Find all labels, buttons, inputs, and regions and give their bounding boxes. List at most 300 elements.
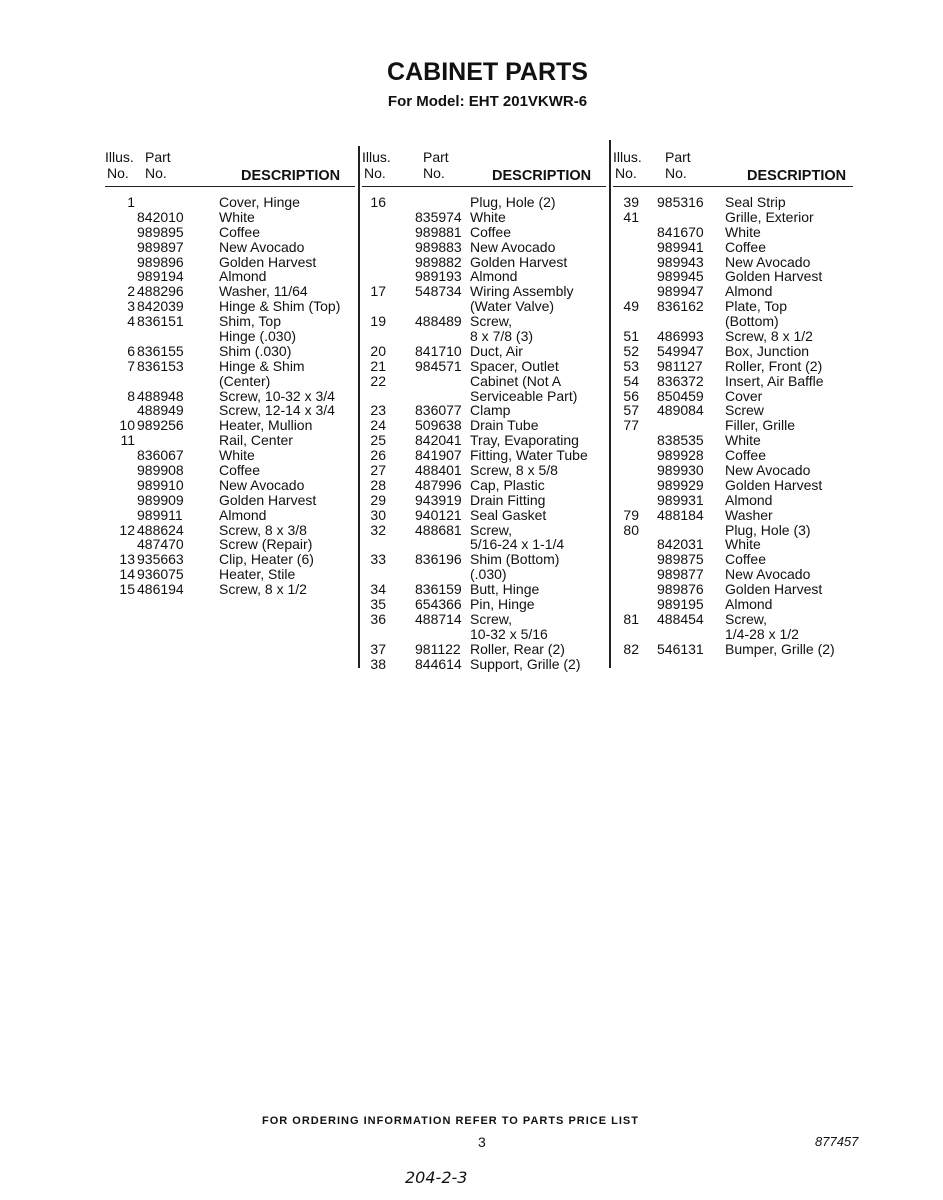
table-row <box>362 359 606 374</box>
illus-number: 23 <box>370 402 386 419</box>
part-description: Bumper, Grille (2) <box>725 640 835 657</box>
table-row <box>613 627 853 642</box>
part-description: 10-32 x 5/16 <box>470 625 548 642</box>
illus-number: 49 <box>623 298 639 315</box>
table-row <box>362 255 606 270</box>
illus-number: 33 <box>370 551 386 568</box>
table-row <box>362 448 606 463</box>
illus-number: 29 <box>370 491 386 508</box>
illus-number: 35 <box>370 596 386 613</box>
part-description: Almond <box>470 268 518 285</box>
part-number: 488681 <box>415 521 462 538</box>
table-row <box>105 284 355 299</box>
column-divider <box>358 146 360 668</box>
part-number: 989882 <box>415 253 462 270</box>
part-description: White <box>725 536 761 553</box>
part-description: Golden Harvest <box>219 253 317 270</box>
table-row <box>613 448 853 463</box>
part-number: 546131 <box>657 640 704 657</box>
part-description: Golden Harvest <box>725 268 823 285</box>
part-description: Heater, Mullion <box>219 417 313 434</box>
illus-number: 17 <box>370 283 386 300</box>
illus-number: 25 <box>370 432 386 449</box>
table-row <box>362 403 606 418</box>
table-row <box>105 269 355 284</box>
part-number: 488949 <box>137 402 184 419</box>
table-row <box>105 433 355 448</box>
part-number: 989883 <box>415 238 462 255</box>
table-row <box>105 523 355 538</box>
part-number: 989877 <box>657 566 704 583</box>
part-description: Plate, Top <box>725 298 788 315</box>
illus-number: 32 <box>370 521 386 538</box>
page-number: 3 <box>478 1134 486 1150</box>
illus-header: Illus. <box>105 149 134 165</box>
table-row <box>362 627 606 642</box>
table-row <box>362 374 606 389</box>
part-description: Serviceable Part) <box>470 387 578 404</box>
part-description: New Avocado <box>219 476 305 493</box>
illus-number: 22 <box>370 372 386 389</box>
part-number: 836372 <box>657 372 704 389</box>
ordering-note: FOR ORDERING INFORMATION REFER TO PARTS PRICE LIST <box>262 1115 639 1127</box>
part-description: Cap, Plastic <box>470 476 545 493</box>
part-description: Washer <box>725 506 773 523</box>
column-divider <box>609 140 611 668</box>
table-row <box>105 344 355 359</box>
part-description: Butt, Hinge <box>470 581 540 598</box>
table-row <box>362 433 606 448</box>
part-description: Cover, Hinge <box>219 194 300 210</box>
illus-number: 80 <box>623 521 639 538</box>
table-row <box>613 642 853 657</box>
table-row <box>105 329 355 344</box>
part-description: Drain Fitting <box>470 491 546 508</box>
table-row <box>362 508 606 523</box>
illus-number: 1 <box>127 194 135 210</box>
part-description: New Avocado <box>470 238 556 255</box>
part-description: White <box>470 208 506 225</box>
part-number: 488489 <box>415 313 462 330</box>
illus-number: 2 <box>127 283 135 300</box>
part-description: Screw, 8 x 1/2 <box>725 328 813 345</box>
part-number: 509638 <box>415 417 462 434</box>
table-row <box>613 195 853 210</box>
part-description: Duct, Air <box>470 342 523 359</box>
part-description: 1/4-28 x 1/2 <box>725 625 799 642</box>
table-row <box>613 403 853 418</box>
table-row <box>362 329 606 344</box>
part-description: Coffee <box>219 223 260 240</box>
part-number: 488948 <box>137 387 184 404</box>
part-number: 842041 <box>415 432 462 449</box>
table-row <box>362 195 606 210</box>
part-number: 836196 <box>415 551 462 568</box>
part-number: 989876 <box>657 581 704 598</box>
part-description: White <box>725 432 761 449</box>
column-header <box>105 150 355 187</box>
part-description: Coffee <box>219 462 260 479</box>
part-number: 488624 <box>137 521 184 538</box>
part-description: Drain Tube <box>470 417 539 434</box>
table-row <box>613 537 853 552</box>
table-row <box>613 582 853 597</box>
illus-number: 54 <box>623 372 639 389</box>
illus-number: 14 <box>119 566 135 583</box>
table-row <box>362 463 606 478</box>
part-number: 835974 <box>415 208 462 225</box>
description-header: DESCRIPTION <box>492 168 592 184</box>
illus-number: 30 <box>370 506 386 523</box>
illus-number: 37 <box>370 640 386 657</box>
part-number: 989895 <box>137 223 184 240</box>
table-row <box>613 523 853 538</box>
part-number: 989193 <box>415 268 462 285</box>
illus-header: Illus. <box>613 149 642 165</box>
part-number: 989256 <box>137 417 184 434</box>
part-description: New Avocado <box>219 238 305 255</box>
part-number: 488714 <box>415 610 462 627</box>
part-description: Rail, Center <box>219 432 293 449</box>
part-description: Spacer, Outlet <box>470 357 559 374</box>
part-header: Part <box>423 149 449 165</box>
page-title: CABINET PARTS <box>387 58 588 86</box>
table-row <box>105 508 355 523</box>
part-number: 841670 <box>657 223 704 240</box>
table-row <box>105 493 355 508</box>
part-description: (Bottom) <box>725 313 779 330</box>
table-row <box>362 269 606 284</box>
table-row <box>105 225 355 240</box>
part-description: (.030) <box>470 566 507 583</box>
illus-number: 10 <box>119 417 135 434</box>
illus-header: No. <box>364 165 386 181</box>
part-number: 989908 <box>137 462 184 479</box>
part-number: 488184 <box>657 506 704 523</box>
illus-number: 11 <box>120 432 135 449</box>
illus-number: 77 <box>623 417 639 434</box>
part-description: Heater, Stile <box>219 566 296 583</box>
part-number: 836067 <box>137 447 184 464</box>
table-row <box>362 642 606 657</box>
part-description: Screw, 10-32 x 3/4 <box>219 387 335 404</box>
model-subtitle: For Model: EHT 201VKWR-6 <box>387 93 588 110</box>
part-number: 488454 <box>657 610 704 627</box>
part-description: Clip, Heater (6) <box>219 551 314 568</box>
part-number: 844614 <box>415 655 462 672</box>
table-row <box>362 284 606 299</box>
part-description: Coffee <box>725 447 766 464</box>
part-description: Screw <box>725 402 764 419</box>
table-row <box>105 374 355 389</box>
part-number: 486194 <box>137 581 184 598</box>
part-number: 989897 <box>137 238 184 255</box>
part-number: 549947 <box>657 342 704 359</box>
illus-header: No. <box>107 165 129 181</box>
illus-number: 57 <box>623 402 639 419</box>
part-number: 989194 <box>137 268 184 285</box>
illus-number: 51 <box>623 328 639 345</box>
part-description: Roller, Rear (2) <box>470 640 565 657</box>
illus-number: 12 <box>119 521 135 538</box>
table-row <box>362 537 606 552</box>
part-description: Coffee <box>725 551 766 568</box>
part-description: Tray, Evaporating <box>470 432 579 449</box>
part-number: 487470 <box>137 536 184 553</box>
part-description: Hinge (.030) <box>219 328 297 345</box>
table-row <box>613 299 853 314</box>
table-row <box>613 478 853 493</box>
part-description: Almond <box>219 506 267 523</box>
table-row <box>613 463 853 478</box>
part-number: 989910 <box>137 476 184 493</box>
part-description: Insert, Air Baffle <box>725 372 824 389</box>
part-number: 836153 <box>137 357 184 374</box>
illus-number: 28 <box>370 476 386 493</box>
part-number: 940121 <box>415 506 462 523</box>
illus-number: 26 <box>370 447 386 464</box>
table-row <box>362 240 606 255</box>
illus-number: 24 <box>370 417 386 434</box>
part-description: Screw (Repair) <box>219 536 313 553</box>
description-header: DESCRIPTION <box>241 168 341 184</box>
table-row <box>362 523 606 538</box>
table-row <box>362 478 606 493</box>
illus-number: 6 <box>127 342 135 359</box>
description-header: DESCRIPTION <box>747 168 847 184</box>
part-number: 985316 <box>657 194 704 210</box>
part-description: Grille, Exterior <box>725 208 814 225</box>
part-description: (Center) <box>219 372 271 389</box>
illus-number: 19 <box>370 313 386 330</box>
table-row <box>362 210 606 225</box>
illus-number: 15 <box>119 581 135 598</box>
part-description: Plug, Hole (2) <box>470 194 556 210</box>
part-number: 989875 <box>657 551 704 568</box>
handwritten-note: 204-2-3 <box>405 1168 468 1187</box>
table-row <box>362 612 606 627</box>
column-header <box>362 150 606 187</box>
table-row <box>362 299 606 314</box>
part-number: 989947 <box>657 283 704 300</box>
table-row <box>362 493 606 508</box>
table-row <box>105 582 355 597</box>
part-description: Screw, 12-14 x 3/4 <box>219 402 335 419</box>
table-row <box>105 463 355 478</box>
part-number: 989881 <box>415 223 462 240</box>
part-description: Clamp <box>470 402 511 419</box>
part-number: 548734 <box>415 283 462 300</box>
illus-number: 52 <box>623 342 639 359</box>
part-number: 989930 <box>657 462 704 479</box>
table-row <box>613 612 853 627</box>
part-number: 486993 <box>657 328 704 345</box>
part-description: Golden Harvest <box>219 491 317 508</box>
parts-column-2 <box>362 150 606 672</box>
table-row <box>613 255 853 270</box>
table-row <box>105 210 355 225</box>
table-row <box>613 374 853 389</box>
part-number: 989929 <box>657 476 704 493</box>
table-row <box>105 478 355 493</box>
part-number: 943919 <box>415 491 462 508</box>
illus-number: 7 <box>127 357 135 374</box>
part-number: 836077 <box>415 402 462 419</box>
illus-number: 27 <box>370 462 386 479</box>
part-number: 836151 <box>137 313 184 330</box>
table-row <box>105 195 355 210</box>
part-description: Golden Harvest <box>725 476 823 493</box>
table-row <box>105 552 355 567</box>
illus-number: 39 <box>623 194 639 210</box>
part-description: Washer, 11/64 <box>219 283 308 300</box>
illus-number: 41 <box>623 208 639 225</box>
table-row <box>362 552 606 567</box>
part-number: 981127 <box>657 357 703 374</box>
part-description: Shim (Bottom) <box>470 551 560 568</box>
part-description: New Avocado <box>725 566 811 583</box>
part-number: 489084 <box>657 402 704 419</box>
illus-number: 20 <box>370 342 386 359</box>
part-description: Golden Harvest <box>725 581 823 598</box>
part-number: 989911 <box>137 506 183 523</box>
part-description: New Avocado <box>725 253 811 270</box>
table-row <box>613 314 853 329</box>
table-row <box>613 210 853 225</box>
table-row <box>613 269 853 284</box>
table-row <box>362 314 606 329</box>
table-row <box>105 255 355 270</box>
table-row <box>613 508 853 523</box>
illus-number: 79 <box>623 506 639 523</box>
table-row <box>105 448 355 463</box>
part-description: Screw, <box>470 610 513 627</box>
table-row <box>613 344 853 359</box>
part-description: Screw, <box>725 610 768 627</box>
table-row <box>613 359 853 374</box>
table-row <box>362 657 606 672</box>
parts-column-1 <box>105 150 355 597</box>
table-row <box>613 567 853 582</box>
part-description: Shim, Top <box>219 313 281 330</box>
part-number: 981122 <box>415 640 461 657</box>
part-number: 850459 <box>657 387 704 404</box>
illus-header: No. <box>615 165 637 181</box>
part-header: No. <box>423 165 445 181</box>
part-number: 487996 <box>415 476 462 493</box>
table-row <box>105 359 355 374</box>
table-row <box>362 418 606 433</box>
part-description: Pin, Hinge <box>470 596 535 613</box>
part-description: Plug, Hole (3) <box>725 521 811 538</box>
illus-number: 4 <box>127 313 135 330</box>
part-description: Almond <box>725 283 773 300</box>
part-header: No. <box>145 165 167 181</box>
table-row <box>613 389 853 404</box>
part-number: 989945 <box>657 268 704 285</box>
table-row <box>362 582 606 597</box>
part-number: 989928 <box>657 447 704 464</box>
illus-number: 8 <box>127 387 135 404</box>
part-description: Cover <box>725 387 763 404</box>
part-number: 841907 <box>415 447 462 464</box>
part-description: Coffee <box>470 223 511 240</box>
part-number: 488296 <box>137 283 184 300</box>
part-description: Seal Strip <box>725 194 786 210</box>
illus-number: 38 <box>370 655 386 672</box>
table-row <box>105 567 355 582</box>
table-row <box>613 597 853 612</box>
table-row <box>105 240 355 255</box>
table-row <box>362 597 606 612</box>
part-header: Part <box>665 149 691 165</box>
part-number: 836155 <box>137 342 184 359</box>
part-description: Screw, <box>470 313 513 330</box>
part-description: Box, Junction <box>725 342 810 359</box>
document-number: 877457 <box>815 1134 859 1149</box>
part-description: White <box>219 447 255 464</box>
part-description: Screw, 8 x 1/2 <box>219 581 307 598</box>
parts-column-3 <box>613 150 853 657</box>
part-description: (Water Valve) <box>470 298 555 315</box>
part-number: 654366 <box>415 596 462 613</box>
table-row <box>613 225 853 240</box>
table-row <box>613 284 853 299</box>
part-description: Seal Gasket <box>470 506 547 523</box>
illus-number: 34 <box>370 581 386 598</box>
part-description: Cabinet (Not A <box>470 372 562 389</box>
part-description: Shim (.030) <box>219 342 292 359</box>
part-number: 989896 <box>137 253 184 270</box>
part-number: 936075 <box>137 566 184 583</box>
column-header <box>613 150 853 187</box>
table-row <box>362 389 606 404</box>
part-number: 842039 <box>137 298 184 315</box>
table-row <box>105 418 355 433</box>
table-row <box>105 403 355 418</box>
part-number: 838535 <box>657 432 704 449</box>
part-description: Golden Harvest <box>470 253 568 270</box>
table-row <box>105 537 355 552</box>
illus-number: 56 <box>623 387 639 404</box>
table-row <box>362 225 606 240</box>
part-description: Wiring Assembly <box>470 283 574 300</box>
part-description: Almond <box>725 491 773 508</box>
part-number: 488401 <box>415 462 462 479</box>
part-description: Fitting, Water Tube <box>470 447 588 464</box>
part-description: White <box>219 208 255 225</box>
table-row <box>613 418 853 433</box>
illus-number: 36 <box>370 610 386 627</box>
part-description: White <box>725 223 761 240</box>
part-number: 836159 <box>415 581 462 598</box>
part-description: Hinge & Shim (Top) <box>219 298 341 315</box>
part-number: 989909 <box>137 491 184 508</box>
table-row <box>105 389 355 404</box>
table-row <box>613 493 853 508</box>
part-number: 984571 <box>415 357 462 374</box>
illus-number: 82 <box>623 640 639 657</box>
part-number: 841710 <box>415 342 462 359</box>
part-description: Screw, 8 x 3/8 <box>219 521 307 538</box>
part-number: 989941 <box>657 238 704 255</box>
part-description: 5/16-24 x 1-1/4 <box>470 536 565 553</box>
table-row <box>613 433 853 448</box>
part-number: 836162 <box>657 298 704 315</box>
part-description: Roller, Front (2) <box>725 357 823 374</box>
part-description: Almond <box>219 268 267 285</box>
table-row <box>362 567 606 582</box>
